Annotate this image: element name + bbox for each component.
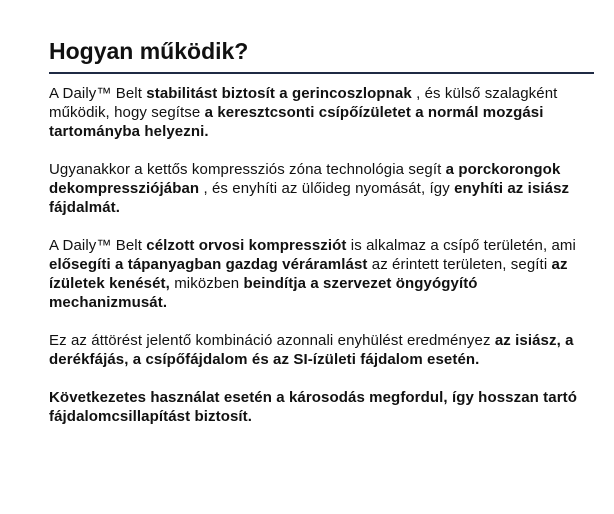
text-segment: is alkalmaz a csípő területén, ami (346, 237, 576, 254)
bold-text: a keresztcsonti csípőízületet a normál mozgási tartományba helyezni. (49, 104, 544, 140)
bold-text: enyhíti az isiász fájdalmát. (49, 180, 570, 216)
text-segment: miközben (169, 275, 244, 292)
text-segment: A Daily™ Belt (49, 237, 147, 254)
paragraph-list (49, 84, 594, 426)
bold-text: az isiász, a derékfájás, a csípőfájdalom és az SI-ízületi fájdalom esetén. (49, 332, 574, 368)
paragraph-5 (49, 388, 594, 426)
bold-text: stabilitást biztosít a gerincoszlopnak (146, 85, 412, 102)
section-heading: Hogyan működik? (49, 38, 249, 64)
paragraph-2 (49, 160, 594, 217)
paragraph-1 (49, 84, 594, 141)
bold-text: az ízületek kenését, (49, 256, 568, 292)
bold-text: elősegíti a tápanyagban gazdag véráramlást (49, 256, 368, 273)
bold-text: a porckorongok dekompressziójában (49, 161, 561, 197)
paragraph-3 (49, 236, 594, 312)
bold-text: Következetes használat esetén a károsodás megfordul, így hosszan tartó fájdalomcsillapítást biztosít. (49, 389, 578, 425)
paragraph-4 (49, 331, 594, 369)
text-segment: az érintett területen, segíti (367, 256, 552, 273)
text-segment: Ez az áttörést jelentő kombináció azonnali enyhülést eredményez (49, 332, 495, 349)
text-segment: , és enyhíti az ülőideg nyomását, így (199, 180, 455, 197)
bold-text: beindítja a szervezet öngyógyító mechanizmusát. (49, 275, 478, 311)
text-segment: , és külső szalagként működik, hogy segítse (49, 85, 558, 121)
heading-divider (49, 72, 594, 74)
bold-text: célzott orvosi kompressziót (146, 237, 347, 254)
text-segment: Ugyanakkor a kettős kompressziós zóna technológia segít (49, 161, 446, 178)
text-segment: A Daily™ Belt (49, 85, 147, 102)
article-section (49, 36, 594, 445)
